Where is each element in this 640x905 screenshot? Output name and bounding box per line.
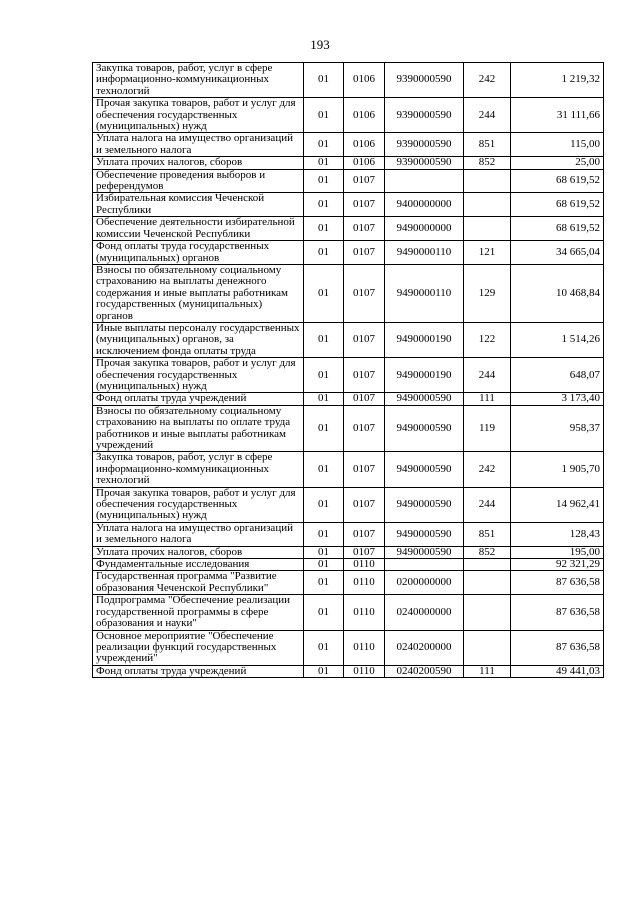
- department-code-cell: 01: [304, 358, 344, 393]
- table-row: [93, 63, 604, 98]
- department-code-cell: 01: [304, 241, 344, 265]
- expense-name-cell: Взносы по обязательному социальному страхованию на выплаты по оплате труда работников и иные выплаты работникам учреждений: [93, 405, 304, 452]
- department-code-cell: 01: [304, 193, 344, 217]
- table-row: [93, 193, 604, 217]
- expense-type-cell: 111: [464, 393, 511, 405]
- target-article-cell: 9490000590: [385, 393, 464, 405]
- page-number: 193: [310, 37, 330, 52]
- target-article-cell: [385, 559, 464, 571]
- department-code-cell: 01: [304, 665, 344, 677]
- expense-name-cell: Государственная программа "Развитие образования Чеченской Республики": [93, 571, 304, 595]
- expense-type-cell: 122: [464, 322, 511, 357]
- budget-table-body: [93, 63, 604, 678]
- target-article-cell: 9400000000: [385, 193, 464, 217]
- table-row: [93, 595, 604, 630]
- table-row: [93, 522, 604, 546]
- target-article-cell: 9490000000: [385, 217, 464, 241]
- section-code-cell: 0107: [344, 452, 385, 487]
- target-article-cell: 9490000110: [385, 241, 464, 265]
- expense-type-cell: 244: [464, 487, 511, 522]
- department-code-cell: 01: [304, 571, 344, 595]
- table-row: [93, 665, 604, 677]
- expense-name-cell: Фундаментальные исследования: [93, 559, 304, 571]
- expense-name-cell: Прочая закупка товаров, работ и услуг для обеспечения государственных (муниципальных) нужд: [93, 98, 304, 133]
- expense-name-cell: Обеспечение деятельности избирательной комиссии Чеченской Республики: [93, 217, 304, 241]
- section-code-cell: 0107: [344, 241, 385, 265]
- department-code-cell: 01: [304, 157, 344, 169]
- section-code-cell: 0107: [344, 487, 385, 522]
- table-row: [93, 546, 604, 558]
- expense-type-cell: 851: [464, 522, 511, 546]
- expense-type-cell: [464, 630, 511, 665]
- department-code-cell: 01: [304, 63, 344, 98]
- amount-cell: 10 468,84: [511, 264, 604, 322]
- department-code-cell: 01: [304, 522, 344, 546]
- expense-name-cell: Уплата прочих налогов, сборов: [93, 546, 304, 558]
- expense-name-cell: Фонд оплаты труда государственных (муниципальных) органов: [93, 241, 304, 265]
- department-code-cell: 01: [304, 487, 344, 522]
- section-code-cell: 0106: [344, 98, 385, 133]
- section-code-cell: 0107: [344, 358, 385, 393]
- target-article-cell: 0240200000: [385, 630, 464, 665]
- target-article-cell: 9390000590: [385, 157, 464, 169]
- table-row: [93, 157, 604, 169]
- target-article-cell: 9390000590: [385, 63, 464, 98]
- target-article-cell: 9390000590: [385, 133, 464, 157]
- section-code-cell: 0106: [344, 157, 385, 169]
- target-article-cell: 9490000590: [385, 405, 464, 452]
- target-article-cell: 9490000590: [385, 487, 464, 522]
- expense-type-cell: [464, 559, 511, 571]
- section-code-cell: 0110: [344, 630, 385, 665]
- section-code-cell: 0110: [344, 595, 385, 630]
- section-code-cell: 0107: [344, 217, 385, 241]
- target-article-cell: 0240200590: [385, 665, 464, 677]
- department-code-cell: 01: [304, 393, 344, 405]
- target-article-cell: 9490000590: [385, 522, 464, 546]
- expense-name-cell: Подпрограмма "Обеспечение реализации государственной программы в сфере образования и науки": [93, 595, 304, 630]
- amount-cell: 195,00: [511, 546, 604, 558]
- amount-cell: 128,43: [511, 522, 604, 546]
- section-code-cell: 0110: [344, 665, 385, 677]
- section-code-cell: 0107: [344, 169, 385, 193]
- expense-type-cell: 121: [464, 241, 511, 265]
- amount-cell: 34 665,04: [511, 241, 604, 265]
- expense-name-cell: Уплата налога на имущество организаций и земельного налога: [93, 133, 304, 157]
- table-row: [93, 169, 604, 193]
- amount-cell: 68 619,52: [511, 169, 604, 193]
- expense-type-cell: 852: [464, 157, 511, 169]
- expense-name-cell: Закупка товаров, работ, услуг в сфере информационно-коммуникационных технологий: [93, 63, 304, 98]
- amount-cell: 3 173,40: [511, 393, 604, 405]
- table-row: [93, 487, 604, 522]
- department-code-cell: 01: [304, 559, 344, 571]
- target-article-cell: 0200000000: [385, 571, 464, 595]
- table-row: [93, 452, 604, 487]
- amount-cell: 1 905,70: [511, 452, 604, 487]
- amount-cell: 92 321,29: [511, 559, 604, 571]
- table-row: [93, 264, 604, 322]
- amount-cell: 958,37: [511, 405, 604, 452]
- department-code-cell: 01: [304, 405, 344, 452]
- target-article-cell: 9490000590: [385, 452, 464, 487]
- section-code-cell: 0107: [344, 405, 385, 452]
- table-row: [93, 559, 604, 571]
- expense-type-cell: 242: [464, 63, 511, 98]
- section-code-cell: 0107: [344, 264, 385, 322]
- budget-table: [92, 62, 604, 678]
- amount-cell: 87 636,58: [511, 630, 604, 665]
- table-row: [93, 571, 604, 595]
- table-row: [93, 133, 604, 157]
- section-code-cell: 0110: [344, 571, 385, 595]
- expense-name-cell: Уплата прочих налогов, сборов: [93, 157, 304, 169]
- section-code-cell: 0107: [344, 393, 385, 405]
- table-row: [93, 393, 604, 405]
- section-code-cell: 0106: [344, 133, 385, 157]
- section-code-cell: 0107: [344, 193, 385, 217]
- expense-name-cell: Взносы по обязательному социальному страхованию на выплаты денежного содержания и иные выплаты работникам государственных (муниципальных) органов: [93, 264, 304, 322]
- expense-type-cell: 244: [464, 98, 511, 133]
- expense-name-cell: Закупка товаров, работ, услуг в сфере информационно-коммуникационных технологий: [93, 452, 304, 487]
- table-row: [93, 322, 604, 357]
- expense-name-cell: Избирательная комиссия Чеченской Республики: [93, 193, 304, 217]
- expense-type-cell: 851: [464, 133, 511, 157]
- amount-cell: 68 619,52: [511, 217, 604, 241]
- target-article-cell: 0240000000: [385, 595, 464, 630]
- amount-cell: 1 514,26: [511, 322, 604, 357]
- department-code-cell: 01: [304, 595, 344, 630]
- amount-cell: 49 441,03: [511, 665, 604, 677]
- department-code-cell: 01: [304, 630, 344, 665]
- expense-name-cell: Обеспечение проведения выборов и референдумов: [93, 169, 304, 193]
- table-row: [93, 217, 604, 241]
- section-code-cell: 0106: [344, 63, 385, 98]
- table-row: [93, 630, 604, 665]
- table-row: [93, 358, 604, 393]
- amount-cell: 87 636,58: [511, 595, 604, 630]
- target-article-cell: 9490000190: [385, 322, 464, 357]
- section-code-cell: 0107: [344, 522, 385, 546]
- target-article-cell: [385, 169, 464, 193]
- table-row: [93, 98, 604, 133]
- amount-cell: 648,07: [511, 358, 604, 393]
- amount-cell: 1 219,32: [511, 63, 604, 98]
- amount-cell: 115,00: [511, 133, 604, 157]
- expense-type-cell: 852: [464, 546, 511, 558]
- expense-name-cell: Уплата налога на имущество организаций и земельного налога: [93, 522, 304, 546]
- expense-name-cell: Фонд оплаты труда учреждений: [93, 393, 304, 405]
- target-article-cell: 9490000190: [385, 358, 464, 393]
- amount-cell: 87 636,58: [511, 571, 604, 595]
- expense-name-cell: Основное мероприятие "Обеспечение реализации функций государственных учреждений": [93, 630, 304, 665]
- target-article-cell: 9490000110: [385, 264, 464, 322]
- expense-name-cell: Прочая закупка товаров, работ и услуг для обеспечения государственных (муниципальных) нужд: [93, 487, 304, 522]
- target-article-cell: 9390000590: [385, 98, 464, 133]
- table-row: [93, 405, 604, 452]
- expense-name-cell: Прочая закупка товаров, работ и услуг для обеспечения государственных (муниципальных) нужд: [93, 358, 304, 393]
- expense-type-cell: [464, 169, 511, 193]
- expense-type-cell: [464, 571, 511, 595]
- section-code-cell: 0107: [344, 322, 385, 357]
- target-article-cell: 9490000590: [385, 546, 464, 558]
- expense-type-cell: 244: [464, 358, 511, 393]
- expense-type-cell: 242: [464, 452, 511, 487]
- expense-type-cell: [464, 595, 511, 630]
- section-code-cell: 0107: [344, 546, 385, 558]
- department-code-cell: 01: [304, 217, 344, 241]
- expense-type-cell: [464, 217, 511, 241]
- department-code-cell: 01: [304, 322, 344, 357]
- expense-type-cell: 129: [464, 264, 511, 322]
- department-code-cell: 01: [304, 452, 344, 487]
- expense-name-cell: Иные выплаты персоналу государственных (муниципальных) органов, за исключением фонда оплаты труда: [93, 322, 304, 357]
- amount-cell: 68 619,52: [511, 193, 604, 217]
- expense-name-cell: Фонд оплаты труда учреждений: [93, 665, 304, 677]
- section-code-cell: 0110: [344, 559, 385, 571]
- table-row: [93, 241, 604, 265]
- amount-cell: 14 962,41: [511, 487, 604, 522]
- expense-type-cell: [464, 193, 511, 217]
- department-code-cell: 01: [304, 169, 344, 193]
- expense-type-cell: 111: [464, 665, 511, 677]
- department-code-cell: 01: [304, 133, 344, 157]
- department-code-cell: 01: [304, 546, 344, 558]
- amount-cell: 31 111,66: [511, 98, 604, 133]
- amount-cell: 25,00: [511, 157, 604, 169]
- department-code-cell: 01: [304, 264, 344, 322]
- department-code-cell: 01: [304, 98, 344, 133]
- expense-type-cell: 119: [464, 405, 511, 452]
